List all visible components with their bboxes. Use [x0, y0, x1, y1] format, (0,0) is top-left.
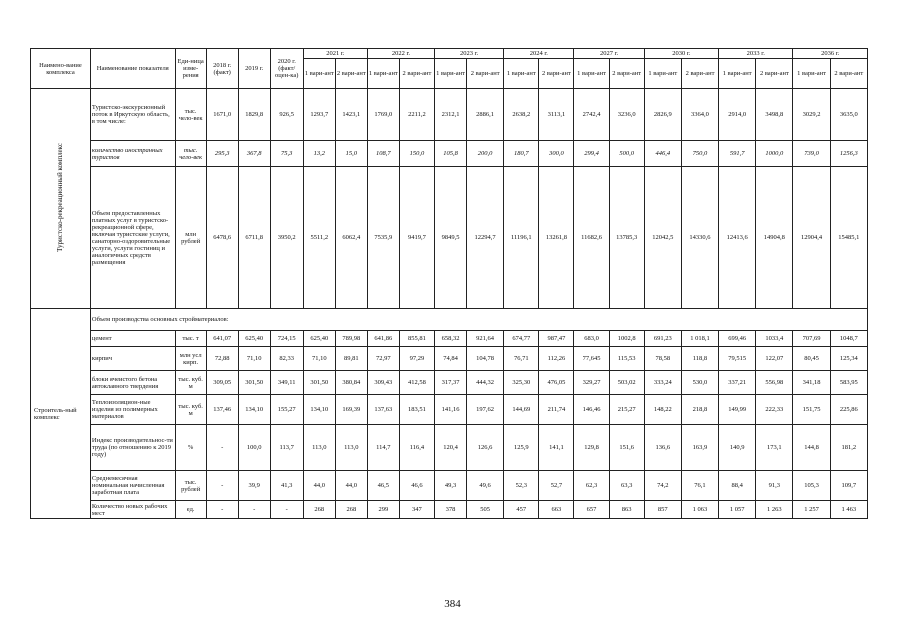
- header-variant-1: 1 вари-ант: [303, 59, 335, 89]
- value-cell: 74,84: [434, 347, 466, 371]
- value-cell: 109,7: [830, 471, 867, 501]
- value-cell: 49,3: [434, 471, 466, 501]
- value-cell: 583,95: [830, 371, 867, 395]
- value-cell: 72,97: [367, 347, 399, 371]
- value-cell: 674,77: [504, 331, 539, 347]
- value-cell: 309,05: [206, 371, 238, 395]
- section-subheader: Объем производства основных стройматериалов:: [90, 309, 867, 331]
- header-variant-1: 1 вари-ант: [793, 59, 830, 89]
- value-cell: 104,78: [467, 347, 504, 371]
- value-cell: 3635,0: [830, 89, 867, 141]
- value-cell: 218,8: [681, 395, 718, 425]
- value-cell: 6478,6: [206, 167, 238, 309]
- value-cell: 100,0: [238, 425, 270, 471]
- forecast-table: [30, 48, 868, 519]
- value-cell: 13,2: [303, 141, 335, 167]
- value-cell: 446,4: [644, 141, 681, 167]
- value-cell: 1 018,1: [681, 331, 718, 347]
- value-cell: 341,18: [793, 371, 830, 395]
- value-cell: 76,1: [681, 471, 718, 501]
- value-cell: 49,6: [467, 471, 504, 501]
- indicator-name: Туристско-экскурсионный поток в Иркутскую область, в том числе:: [90, 89, 175, 141]
- value-cell: 155,27: [270, 395, 303, 425]
- value-cell: 378: [434, 501, 466, 519]
- value-cell: 1 257: [793, 501, 830, 519]
- value-cell: 921,64: [467, 331, 504, 347]
- header-variant-2: 2 вари-ант: [335, 59, 367, 89]
- value-cell: 6062,4: [335, 167, 367, 309]
- value-cell: 115,53: [609, 347, 644, 371]
- value-cell: 91,3: [756, 471, 793, 501]
- header-variant-2: 2 вари-ант: [539, 59, 574, 89]
- value-cell: 857: [644, 501, 681, 519]
- value-cell: 926,5: [270, 89, 303, 141]
- value-cell: 503,02: [609, 371, 644, 395]
- value-cell: 113,0: [335, 425, 367, 471]
- table-row: [31, 471, 868, 501]
- value-cell: 1 057: [719, 501, 756, 519]
- value-cell: 301,50: [238, 371, 270, 395]
- value-cell: 530,0: [681, 371, 718, 395]
- indicator-name: Объем предоставленных платных услуг в туристско-рекреационной сфере, включая туристские услуги, санаторно-оздоровительные услуги, услуги гостиниц и аналогичных средств размещения: [90, 167, 175, 309]
- value-cell: 412,58: [399, 371, 434, 395]
- value-cell: 114,7: [367, 425, 399, 471]
- value-cell: 333,24: [644, 371, 681, 395]
- value-cell: 295,3: [206, 141, 238, 167]
- header-variant-2: 2 вари-ант: [467, 59, 504, 89]
- value-cell: 1829,8: [238, 89, 270, 141]
- value-cell: 88,4: [719, 471, 756, 501]
- unit-cell: млн рублей: [175, 167, 206, 309]
- table-row: [31, 89, 868, 141]
- table-row: [31, 141, 868, 167]
- value-cell: 301,50: [303, 371, 335, 395]
- header-unit: Еди-ница изме-рения: [175, 49, 206, 89]
- header-complex: Наимено-вание комплекса: [31, 49, 91, 89]
- value-cell: 299,4: [574, 141, 609, 167]
- header-variant-1: 1 вари-ант: [367, 59, 399, 89]
- value-cell: 137,46: [206, 395, 238, 425]
- value-cell: 349,11: [270, 371, 303, 395]
- indicator-name: кирпич: [90, 347, 175, 371]
- value-cell: 151,75: [793, 395, 830, 425]
- value-cell: 181,2: [830, 425, 867, 471]
- value-cell: 658,32: [434, 331, 466, 347]
- value-cell: 14330,6: [681, 167, 718, 309]
- value-cell: 200,0: [467, 141, 504, 167]
- table-row: [31, 331, 868, 347]
- value-cell: 1002,8: [609, 331, 644, 347]
- value-cell: 1033,4: [756, 331, 793, 347]
- complex-name: Строитель-ный комплекс: [31, 309, 91, 519]
- header-variant-2: 2 вари-ант: [681, 59, 718, 89]
- value-cell: 317,37: [434, 371, 466, 395]
- value-cell: 1 263: [756, 501, 793, 519]
- indicator-name: Количество новых рабочих мест: [90, 501, 175, 519]
- value-cell: 125,9: [504, 425, 539, 471]
- value-cell: 183,51: [399, 395, 434, 425]
- value-cell: 505: [467, 501, 504, 519]
- value-cell: 347: [399, 501, 434, 519]
- value-cell: 137,63: [367, 395, 399, 425]
- value-cell: 52,7: [539, 471, 574, 501]
- table-row: [31, 347, 868, 371]
- value-cell: 739,0: [793, 141, 830, 167]
- value-cell: 197,62: [467, 395, 504, 425]
- value-cell: 76,71: [504, 347, 539, 371]
- value-cell: 457: [504, 501, 539, 519]
- indicator-name: блоки ячеистого бетона автоклавного твердения: [90, 371, 175, 395]
- value-cell: 625,40: [303, 331, 335, 347]
- header-variant-2: 2 вари-ант: [399, 59, 434, 89]
- value-cell: 75,3: [270, 141, 303, 167]
- value-cell: 2211,2: [399, 89, 434, 141]
- value-cell: 863: [609, 501, 644, 519]
- value-cell: 707,69: [793, 331, 830, 347]
- value-cell: 987,47: [539, 331, 574, 347]
- value-cell: 9419,7: [399, 167, 434, 309]
- value-cell: 3364,0: [681, 89, 718, 141]
- header-year: 2024 г.: [504, 49, 574, 59]
- value-cell: 325,30: [504, 371, 539, 395]
- value-cell: 97,29: [399, 347, 434, 371]
- value-cell: 52,3: [504, 471, 539, 501]
- value-cell: 180,7: [504, 141, 539, 167]
- header-year: 2033 г.: [719, 49, 793, 59]
- value-cell: -: [206, 425, 238, 471]
- value-cell: 225,86: [830, 395, 867, 425]
- value-cell: 750,0: [681, 141, 718, 167]
- value-cell: 79,515: [719, 347, 756, 371]
- header-variant-1: 1 вари-ант: [644, 59, 681, 89]
- value-cell: 444,32: [467, 371, 504, 395]
- header-variant-1: 1 вари-ант: [719, 59, 756, 89]
- value-cell: 855,81: [399, 331, 434, 347]
- header-indicator: Наименование показателя: [90, 49, 175, 89]
- value-cell: 148,22: [644, 395, 681, 425]
- value-cell: 74,2: [644, 471, 681, 501]
- value-cell: 113,7: [270, 425, 303, 471]
- value-cell: 2914,0: [719, 89, 756, 141]
- header-year: 2027 г.: [574, 49, 644, 59]
- unit-cell: %: [175, 425, 206, 471]
- value-cell: 699,46: [719, 331, 756, 347]
- complex-name-text: Туристско-рекреационный комплекс: [55, 143, 64, 252]
- table-row: [31, 395, 868, 425]
- value-cell: 163,9: [681, 425, 718, 471]
- value-cell: 15,0: [335, 141, 367, 167]
- value-cell: 11682,6: [574, 167, 609, 309]
- header-year: 2023 г.: [434, 49, 503, 59]
- table-row: [31, 425, 868, 471]
- value-cell: 7535,9: [367, 167, 399, 309]
- header-variant-2: 2 вари-ант: [609, 59, 644, 89]
- table-row: [31, 167, 868, 309]
- value-cell: 12042,5: [644, 167, 681, 309]
- value-cell: 116,4: [399, 425, 434, 471]
- value-cell: 44,0: [303, 471, 335, 501]
- value-cell: 71,10: [238, 347, 270, 371]
- value-cell: -: [270, 501, 303, 519]
- value-cell: 44,0: [335, 471, 367, 501]
- unit-cell: тыс. чело-век: [175, 141, 206, 167]
- value-cell: 500,0: [609, 141, 644, 167]
- value-cell: 1048,7: [830, 331, 867, 347]
- indicator-name: Среднемесячная номинальная начисленная заработная плата: [90, 471, 175, 501]
- value-cell: 591,7: [719, 141, 756, 167]
- indicator-name: цемент: [90, 331, 175, 347]
- unit-cell: млн усл кирп.: [175, 347, 206, 371]
- header-variant-2: 2 вари-ант: [756, 59, 793, 89]
- value-cell: 724,15: [270, 331, 303, 347]
- value-cell: 691,23: [644, 331, 681, 347]
- value-cell: 1 463: [830, 501, 867, 519]
- table-row: [31, 501, 868, 519]
- value-cell: 71,10: [303, 347, 335, 371]
- value-cell: 1769,0: [367, 89, 399, 141]
- value-cell: 39,9: [238, 471, 270, 501]
- value-cell: 683,0: [574, 331, 609, 347]
- value-cell: -: [206, 471, 238, 501]
- value-cell: 663: [539, 501, 574, 519]
- value-cell: 6711,8: [238, 167, 270, 309]
- value-cell: 173,1: [756, 425, 793, 471]
- indicator-name: Теплоизоляцион-ные изделия из полимерных материалов: [90, 395, 175, 425]
- value-cell: 1671,0: [206, 89, 238, 141]
- value-cell: 329,27: [574, 371, 609, 395]
- value-cell: 149,99: [719, 395, 756, 425]
- value-cell: 126,6: [467, 425, 504, 471]
- value-cell: 299: [367, 501, 399, 519]
- value-cell: 78,58: [644, 347, 681, 371]
- complex-name: [31, 89, 91, 309]
- value-cell: 556,98: [756, 371, 793, 395]
- value-cell: 641,86: [367, 331, 399, 347]
- value-cell: 268: [303, 501, 335, 519]
- value-cell: 222,33: [756, 395, 793, 425]
- value-cell: 476,05: [539, 371, 574, 395]
- value-cell: 46,5: [367, 471, 399, 501]
- value-cell: 46,6: [399, 471, 434, 501]
- header-year: 2022 г.: [367, 49, 434, 59]
- value-cell: 63,3: [609, 471, 644, 501]
- value-cell: 625,40: [238, 331, 270, 347]
- header-year: 2030 г.: [644, 49, 718, 59]
- value-cell: 1000,0: [756, 141, 793, 167]
- value-cell: 77,645: [574, 347, 609, 371]
- header-variant-2: 2 вари-ант: [830, 59, 867, 89]
- value-cell: 2826,9: [644, 89, 681, 141]
- value-cell: 141,1: [539, 425, 574, 471]
- value-cell: 3950,2: [270, 167, 303, 309]
- value-cell: 3236,0: [609, 89, 644, 141]
- value-cell: 11196,1: [504, 167, 539, 309]
- value-cell: 3029,2: [793, 89, 830, 141]
- data-table-sheet: [30, 48, 868, 519]
- value-cell: 300,0: [539, 141, 574, 167]
- table-row: [31, 309, 868, 331]
- unit-cell: тыс. куб. м: [175, 395, 206, 425]
- value-cell: 12904,4: [793, 167, 830, 309]
- value-cell: 134,10: [238, 395, 270, 425]
- value-cell: 3113,1: [539, 89, 574, 141]
- value-cell: -: [206, 501, 238, 519]
- value-cell: 2638,2: [504, 89, 539, 141]
- unit-cell: тыс. т: [175, 331, 206, 347]
- value-cell: 2742,4: [574, 89, 609, 141]
- value-cell: 3498,8: [756, 89, 793, 141]
- value-cell: 12413,6: [719, 167, 756, 309]
- value-cell: 72,88: [206, 347, 238, 371]
- value-cell: 80,45: [793, 347, 830, 371]
- value-cell: 380,84: [335, 371, 367, 395]
- value-cell: 367,8: [238, 141, 270, 167]
- value-cell: 125,34: [830, 347, 867, 371]
- value-cell: 82,33: [270, 347, 303, 371]
- unit-cell: ед.: [175, 501, 206, 519]
- value-cell: 144,69: [504, 395, 539, 425]
- value-cell: 150,0: [399, 141, 434, 167]
- value-cell: 136,6: [644, 425, 681, 471]
- value-cell: 337,21: [719, 371, 756, 395]
- value-cell: 215,27: [609, 395, 644, 425]
- value-cell: 41,3: [270, 471, 303, 501]
- header-2018: 2018 г. (факт): [206, 49, 238, 89]
- indicator-name: количество иностранных туристов: [90, 141, 175, 167]
- value-cell: 108,7: [367, 141, 399, 167]
- header-2019: 2019 г.: [238, 49, 270, 89]
- value-cell: 141,16: [434, 395, 466, 425]
- value-cell: 169,39: [335, 395, 367, 425]
- value-cell: 789,98: [335, 331, 367, 347]
- value-cell: 1423,1: [335, 89, 367, 141]
- value-cell: 151,6: [609, 425, 644, 471]
- unit-cell: тыс. чело-век: [175, 89, 206, 141]
- value-cell: 211,74: [539, 395, 574, 425]
- value-cell: 13261,8: [539, 167, 574, 309]
- value-cell: 89,81: [335, 347, 367, 371]
- unit-cell: тыс. рублей: [175, 471, 206, 501]
- value-cell: 134,10: [303, 395, 335, 425]
- value-cell: 146,46: [574, 395, 609, 425]
- page-number: 384: [444, 598, 461, 610]
- value-cell: 5511,2: [303, 167, 335, 309]
- value-cell: 118,8: [681, 347, 718, 371]
- value-cell: 144,8: [793, 425, 830, 471]
- header-variant-1: 1 вари-ант: [434, 59, 466, 89]
- value-cell: 129,8: [574, 425, 609, 471]
- value-cell: 9849,5: [434, 167, 466, 309]
- value-cell: 657: [574, 501, 609, 519]
- header-2020: 2020 г. (факт/ оцен-ка): [270, 49, 303, 89]
- indicator-name: Индекс производительнос-ти труда (по отношению к 2019 году): [90, 425, 175, 471]
- value-cell: 62,3: [574, 471, 609, 501]
- value-cell: 14904,8: [756, 167, 793, 309]
- value-cell: 140,9: [719, 425, 756, 471]
- value-cell: 309,43: [367, 371, 399, 395]
- value-cell: 641,07: [206, 331, 238, 347]
- value-cell: 12294,7: [467, 167, 504, 309]
- value-cell: 105,8: [434, 141, 466, 167]
- value-cell: 113,0: [303, 425, 335, 471]
- value-cell: 1 063: [681, 501, 718, 519]
- unit-cell: тыс. куб. м: [175, 371, 206, 395]
- header-variant-1: 1 вари-ант: [504, 59, 539, 89]
- value-cell: 120,4: [434, 425, 466, 471]
- value-cell: 1256,3: [830, 141, 867, 167]
- value-cell: 268: [335, 501, 367, 519]
- table-row: [31, 371, 868, 395]
- value-cell: 1293,7: [303, 89, 335, 141]
- value-cell: -: [238, 501, 270, 519]
- value-cell: 13785,3: [609, 167, 644, 309]
- value-cell: 122,07: [756, 347, 793, 371]
- value-cell: 112,26: [539, 347, 574, 371]
- value-cell: 2886,1: [467, 89, 504, 141]
- header-year: 2036 г.: [793, 49, 868, 59]
- header-year: 2021 г.: [303, 49, 367, 59]
- value-cell: 105,3: [793, 471, 830, 501]
- value-cell: 15485,1: [830, 167, 867, 309]
- header-variant-1: 1 вари-ант: [574, 59, 609, 89]
- value-cell: 2312,1: [434, 89, 466, 141]
